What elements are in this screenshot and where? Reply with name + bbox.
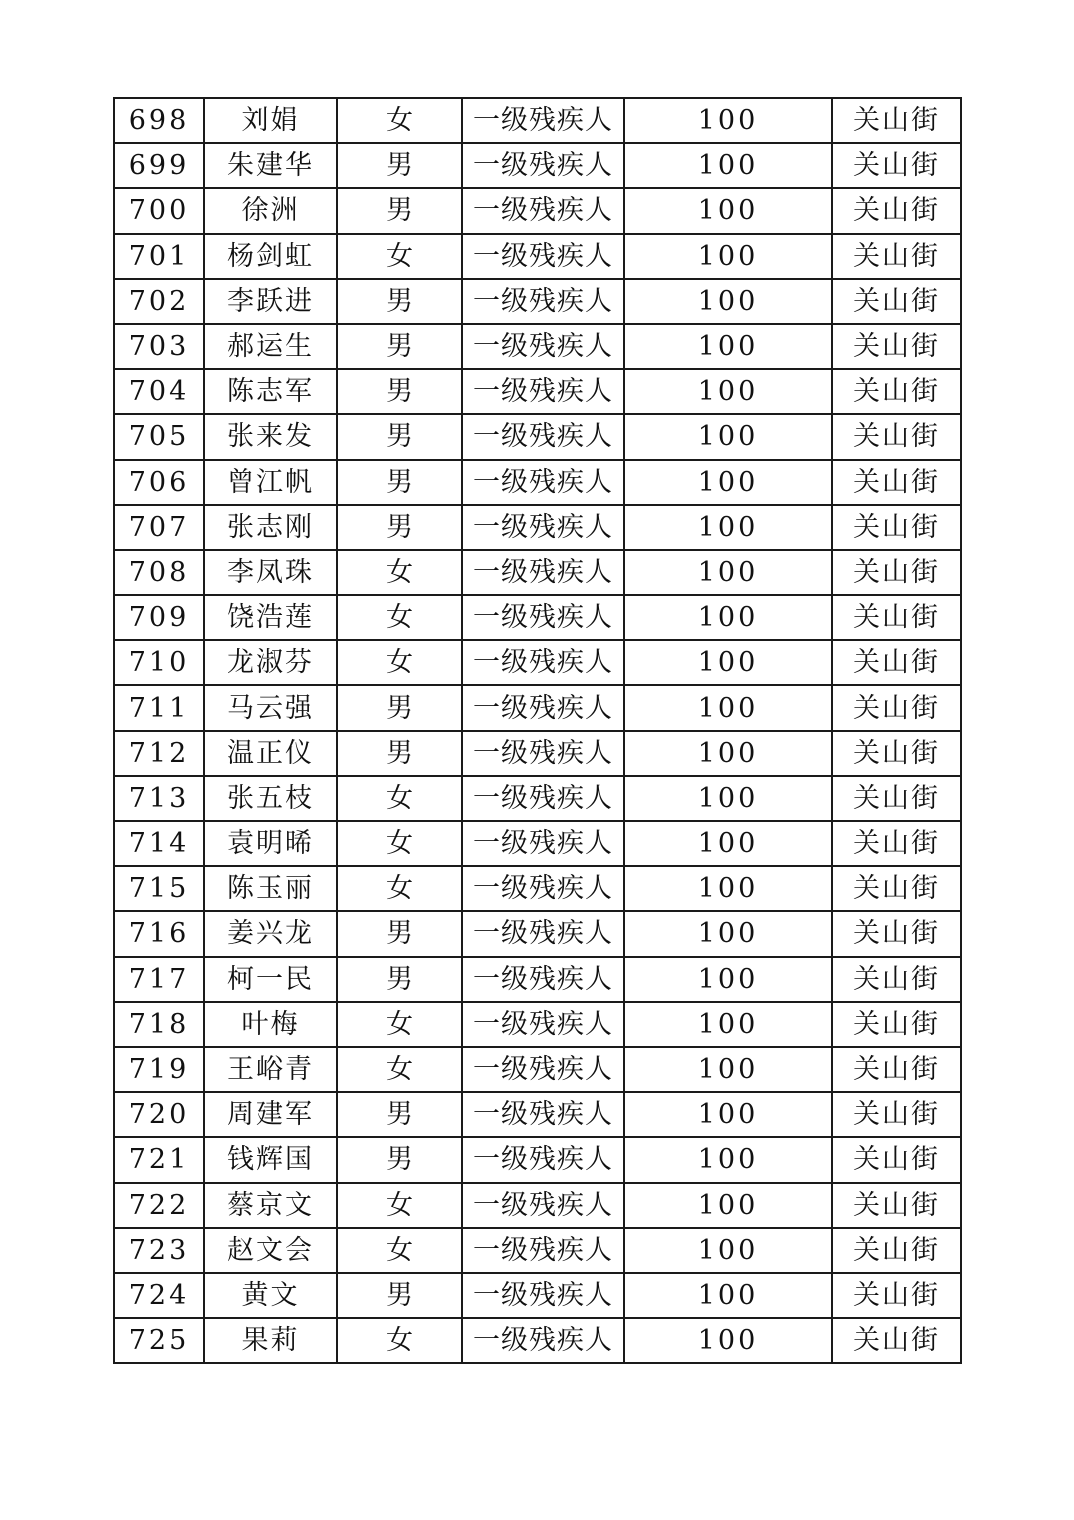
subsidy-amount-cell: 100 [624,1137,832,1182]
disability-level-cell: 一级残疾人 [462,414,624,459]
street-name-cell: 关山街 [832,279,961,324]
subsidy-amount-cell: 100 [624,640,832,685]
street-name-cell: 关山街 [832,685,961,730]
street-name-cell: 关山街 [832,188,961,233]
disability-level-cell: 一级残疾人 [462,1273,624,1318]
person-name-cell: 姜兴龙 [204,911,337,956]
disability-level-cell: 一级残疾人 [462,1228,624,1273]
gender-cell: 女 [337,776,462,821]
person-name-cell: 周建军 [204,1092,337,1137]
table-row [114,1047,961,1092]
person-name-cell: 袁明晞 [204,821,337,866]
subsidy-amount-cell: 100 [624,595,832,640]
subsidy-amount-cell: 100 [624,821,832,866]
disability-level-cell: 一级残疾人 [462,957,624,1002]
person-name-cell: 张志刚 [204,505,337,550]
subsidy-amount-cell: 100 [624,866,832,911]
gender-cell: 男 [337,460,462,505]
subsidy-amount-cell: 100 [624,550,832,595]
disability-level-cell: 一级残疾人 [462,640,624,685]
table-row [114,1092,961,1137]
street-name-cell: 关山街 [832,640,961,685]
person-name-cell: 饶浩莲 [204,595,337,640]
table-row [114,866,961,911]
person-name-cell: 蔡京文 [204,1183,337,1228]
disability-level-cell: 一级残疾人 [462,911,624,956]
person-name-cell: 陈志军 [204,369,337,414]
gender-cell: 男 [337,324,462,369]
subsidy-amount-cell: 100 [624,1183,832,1228]
street-name-cell: 关山街 [832,1318,961,1363]
subsidy-amount-cell: 100 [624,143,832,188]
disability-level-cell: 一级残疾人 [462,776,624,821]
row-number-cell: 719 [114,1047,204,1092]
row-number-cell: 707 [114,505,204,550]
person-name-cell: 徐洲 [204,188,337,233]
row-number-cell: 720 [114,1092,204,1137]
street-name-cell: 关山街 [832,1002,961,1047]
row-number-cell: 700 [114,188,204,233]
disability-level-cell: 一级残疾人 [462,1137,624,1182]
disability-level-cell: 一级残疾人 [462,1047,624,1092]
gender-cell: 男 [337,414,462,459]
street-name-cell: 关山街 [832,414,961,459]
gender-cell: 男 [337,911,462,956]
row-number-cell: 722 [114,1183,204,1228]
disability-level-cell: 一级残疾人 [462,143,624,188]
street-name-cell: 关山街 [832,234,961,279]
table-row [114,1318,961,1363]
subsidy-amount-cell: 100 [624,1228,832,1273]
row-number-cell: 708 [114,550,204,595]
table-row [114,731,961,776]
person-name-cell: 郝运生 [204,324,337,369]
gender-cell: 女 [337,595,462,640]
row-number-cell: 698 [114,98,204,143]
disability-level-cell: 一级残疾人 [462,1092,624,1137]
table-row [114,234,961,279]
gender-cell: 女 [337,1002,462,1047]
subsidy-amount-cell: 100 [624,414,832,459]
person-name-cell: 李跃进 [204,279,337,324]
row-number-cell: 704 [114,369,204,414]
street-name-cell: 关山街 [832,911,961,956]
row-number-cell: 713 [114,776,204,821]
gender-cell: 女 [337,866,462,911]
gender-cell: 女 [337,640,462,685]
disability-level-cell: 一级残疾人 [462,234,624,279]
street-name-cell: 关山街 [832,821,961,866]
table-row [114,98,961,143]
table-row [114,957,961,1002]
subsidy-amount-cell: 100 [624,1002,832,1047]
person-name-cell: 朱建华 [204,143,337,188]
street-name-cell: 关山街 [832,731,961,776]
subsidy-amount-cell: 100 [624,98,832,143]
subsidy-amount-cell: 100 [624,279,832,324]
subsidy-amount-cell: 100 [624,1273,832,1318]
street-name-cell: 关山街 [832,1137,961,1182]
table-row [114,279,961,324]
disability-level-cell: 一级残疾人 [462,505,624,550]
street-name-cell: 关山街 [832,957,961,1002]
subsidy-amount-cell: 100 [624,505,832,550]
disability-level-cell: 一级残疾人 [462,460,624,505]
disability-level-cell: 一级残疾人 [462,279,624,324]
subsidy-amount-cell: 100 [624,685,832,730]
gender-cell: 女 [337,1183,462,1228]
street-name-cell: 关山街 [832,1183,961,1228]
person-name-cell: 钱辉国 [204,1137,337,1182]
gender-cell: 女 [337,234,462,279]
person-name-cell: 王峪青 [204,1047,337,1092]
row-number-cell: 699 [114,143,204,188]
table-row [114,821,961,866]
disability-level-cell: 一级残疾人 [462,188,624,233]
gender-cell: 男 [337,279,462,324]
table-row [114,1228,961,1273]
street-name-cell: 关山街 [832,866,961,911]
person-name-cell: 柯一民 [204,957,337,1002]
person-name-cell: 温正仪 [204,731,337,776]
gender-cell: 男 [337,369,462,414]
person-name-cell: 赵文会 [204,1228,337,1273]
street-name-cell: 关山街 [832,143,961,188]
gender-cell: 男 [337,731,462,776]
row-number-cell: 705 [114,414,204,459]
subsidy-amount-cell: 100 [624,1047,832,1092]
subsidy-amount-cell: 100 [624,1318,832,1363]
subsidy-amount-cell: 100 [624,324,832,369]
person-name-cell: 陈玉丽 [204,866,337,911]
gender-cell: 男 [337,1092,462,1137]
table-row [114,1183,961,1228]
gender-cell: 女 [337,550,462,595]
street-name-cell: 关山街 [832,1273,961,1318]
person-name-cell: 张五枝 [204,776,337,821]
street-name-cell: 关山街 [832,776,961,821]
table-row [114,505,961,550]
person-name-cell: 李凤珠 [204,550,337,595]
gender-cell: 男 [337,143,462,188]
street-name-cell: 关山街 [832,1092,961,1137]
person-name-cell: 叶梅 [204,1002,337,1047]
row-number-cell: 703 [114,324,204,369]
gender-cell: 男 [337,685,462,730]
row-number-cell: 709 [114,595,204,640]
person-name-cell: 杨剑虹 [204,234,337,279]
person-name-cell: 马云强 [204,685,337,730]
table-row [114,595,961,640]
gender-cell: 男 [337,1137,462,1182]
street-name-cell: 关山街 [832,98,961,143]
gender-cell: 女 [337,1318,462,1363]
table-row [114,324,961,369]
disability-level-cell: 一级残疾人 [462,550,624,595]
person-name-cell: 果莉 [204,1318,337,1363]
street-name-cell: 关山街 [832,505,961,550]
street-name-cell: 关山街 [832,595,961,640]
row-number-cell: 718 [114,1002,204,1047]
person-name-cell: 曾江帆 [204,460,337,505]
disability-level-cell: 一级残疾人 [462,821,624,866]
subsidy-roster-table [113,97,962,1364]
row-number-cell: 710 [114,640,204,685]
gender-cell: 男 [337,957,462,1002]
table-row [114,911,961,956]
person-name-cell: 刘娟 [204,98,337,143]
disability-level-cell: 一级残疾人 [462,1002,624,1047]
street-name-cell: 关山街 [832,460,961,505]
row-number-cell: 716 [114,911,204,956]
gender-cell: 男 [337,505,462,550]
subsidy-amount-cell: 100 [624,776,832,821]
table-row [114,550,961,595]
table-row [114,776,961,821]
row-number-cell: 724 [114,1273,204,1318]
table-row [114,188,961,233]
row-number-cell: 717 [114,957,204,1002]
row-number-cell: 706 [114,460,204,505]
row-number-cell: 721 [114,1137,204,1182]
row-number-cell: 715 [114,866,204,911]
subsidy-amount-cell: 100 [624,1092,832,1137]
subsidy-amount-cell: 100 [624,188,832,233]
subsidy-amount-cell: 100 [624,731,832,776]
disability-level-cell: 一级残疾人 [462,369,624,414]
street-name-cell: 关山街 [832,550,961,595]
disability-level-cell: 一级残疾人 [462,1183,624,1228]
row-number-cell: 714 [114,821,204,866]
table-row [114,460,961,505]
table-row [114,1002,961,1047]
gender-cell: 女 [337,821,462,866]
row-number-cell: 723 [114,1228,204,1273]
disability-level-cell: 一级残疾人 [462,595,624,640]
disability-level-cell: 一级残疾人 [462,1318,624,1363]
disability-level-cell: 一级残疾人 [462,685,624,730]
subsidy-amount-cell: 100 [624,460,832,505]
street-name-cell: 关山街 [832,1047,961,1092]
disability-level-cell: 一级残疾人 [462,731,624,776]
table-row [114,685,961,730]
gender-cell: 女 [337,1047,462,1092]
table-row [114,414,961,459]
person-name-cell: 龙淑芬 [204,640,337,685]
row-number-cell: 725 [114,1318,204,1363]
table-row [114,1137,961,1182]
subsidy-amount-cell: 100 [624,957,832,1002]
person-name-cell: 黄文 [204,1273,337,1318]
street-name-cell: 关山街 [832,369,961,414]
subsidy-amount-cell: 100 [624,369,832,414]
gender-cell: 女 [337,98,462,143]
row-number-cell: 711 [114,685,204,730]
gender-cell: 男 [337,1273,462,1318]
roster-body [114,98,961,1363]
street-name-cell: 关山街 [832,324,961,369]
table-row [114,640,961,685]
gender-cell: 女 [337,1228,462,1273]
disability-level-cell: 一级残疾人 [462,324,624,369]
person-name-cell: 张来发 [204,414,337,459]
subsidy-amount-cell: 100 [624,234,832,279]
table-row [114,1273,961,1318]
street-name-cell: 关山街 [832,1228,961,1273]
table-row [114,369,961,414]
row-number-cell: 702 [114,279,204,324]
disability-level-cell: 一级残疾人 [462,98,624,143]
table-row [114,143,961,188]
subsidy-amount-cell: 100 [624,911,832,956]
row-number-cell: 701 [114,234,204,279]
row-number-cell: 712 [114,731,204,776]
disability-level-cell: 一级残疾人 [462,866,624,911]
gender-cell: 男 [337,188,462,233]
